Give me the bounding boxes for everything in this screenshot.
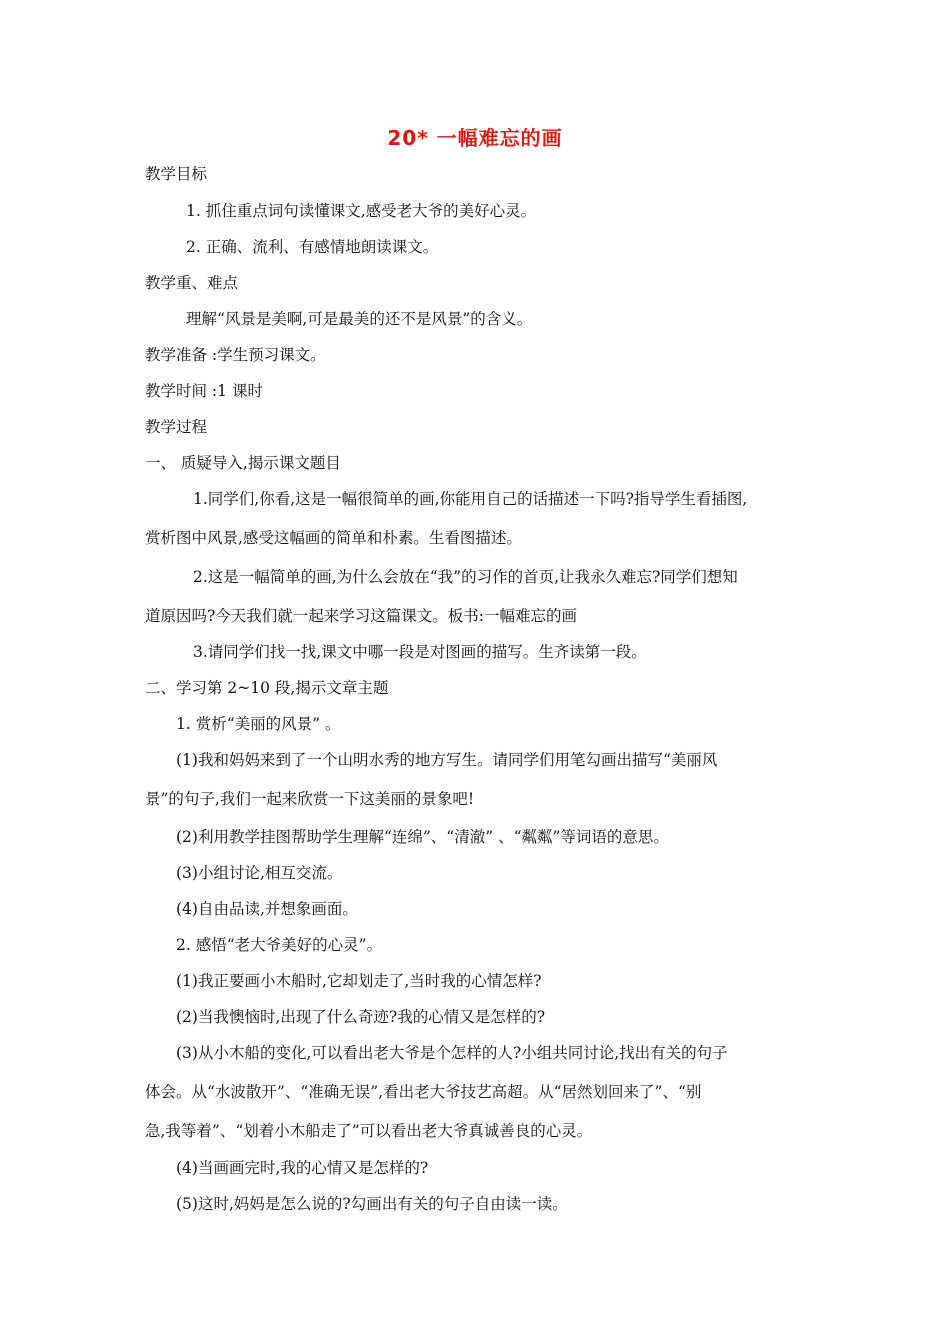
heading-teaching-goals: 教学目标 <box>145 165 208 183</box>
teaching-preparation: 教学准备 :学生预习课文。 <box>145 346 326 364</box>
paragraph-line: (4)自由品读,并想象画面。 <box>176 900 358 918</box>
paragraph-line: (5)这时,妈妈是怎么说的?勾画出有关的句子自由读一读。 <box>176 1195 568 1213</box>
paragraph-line: 急,我等着”、“划着小木船走了”可以看出老大爷真诚善良的心灵。 <box>145 1122 593 1140</box>
paragraph-line: 2.这是一幅简单的画,为什么会放在“我”的习作的首页,让我永久难忘?同学们想知 <box>193 568 738 586</box>
paragraph-line: (2)利用教学挂图帮助学生理解“连绵”、“清澈” 、“粼粼”等词语的意思。 <box>176 828 669 846</box>
paragraph-line: 体会。从“水波散开”、“准确无误”,看出老大爷技艺高超。从“居然划回来了”、“别 <box>145 1083 702 1101</box>
heading-teaching-process: 教学过程 <box>145 418 208 436</box>
paragraph-line: 1.同学们,你看,这是一幅很简单的画,你能用自己的话描述一下吗?指导学生看插图, <box>193 490 748 508</box>
paragraph-line: (1)我和妈妈来到了一个山明水秀的地方写生。请同学们用笔勾画出描写“美丽风 <box>176 751 718 769</box>
sub-heading-kind-heart: 2. 感悟“老大爷美好的心灵”。 <box>176 936 383 954</box>
paragraph-line: (3)从小木船的变化,可以看出老大爷是个怎样的人?小组共同讨论,找出有关的句子 <box>176 1044 728 1062</box>
key-point-text: 理解“风景是美啊,可是最美的还不是风景”的含义。 <box>186 310 533 328</box>
paragraph-line: (3)小组讨论,相互交流。 <box>176 864 343 882</box>
paragraph-line: (1)我正要画小木船时,它却划走了,当时我的心情怎样? <box>176 972 542 990</box>
sub-heading-scenery: 1. 赏析“美丽的风景” 。 <box>176 715 341 733</box>
paragraph-line: 景”的句子,我们一起来欣赏一下这美丽的景象吧! <box>145 790 475 808</box>
paragraph-line: 3.请同学们找一找,课文中哪一段是对图画的描写。生齐读第一段。 <box>193 643 647 661</box>
paragraph-line: 道原因吗?今天我们就一起来学习这篇课文。板书:一幅难忘的画 <box>145 607 578 625</box>
heading-key-points: 教学重、难点 <box>145 274 239 292</box>
section-two-heading: 二、学习第 2~10 段,揭示文章主题 <box>145 679 389 697</box>
paragraph-line: 赏析图中风景,感受这幅画的简单和朴素。生看图描述。 <box>145 529 522 547</box>
teaching-time: 教学时间 :1 课时 <box>145 382 263 400</box>
goal-item-1: 1. 抓住重点词句读懂课文,感受老大爷的美好心灵。 <box>186 202 537 220</box>
goal-item-2: 2. 正确、流利、有感情地朗读课文。 <box>186 238 439 256</box>
section-one-heading: 一、 质疑导入,揭示课文题目 <box>145 454 341 472</box>
document-title: 20* 一幅难忘的画 <box>387 126 563 150</box>
paragraph-line: (2)当我懊恼时,出现了什么奇迹?我的心情又是怎样的? <box>176 1008 546 1026</box>
paragraph-line: (4)当画画完时,我的心情又是怎样的? <box>176 1159 429 1177</box>
